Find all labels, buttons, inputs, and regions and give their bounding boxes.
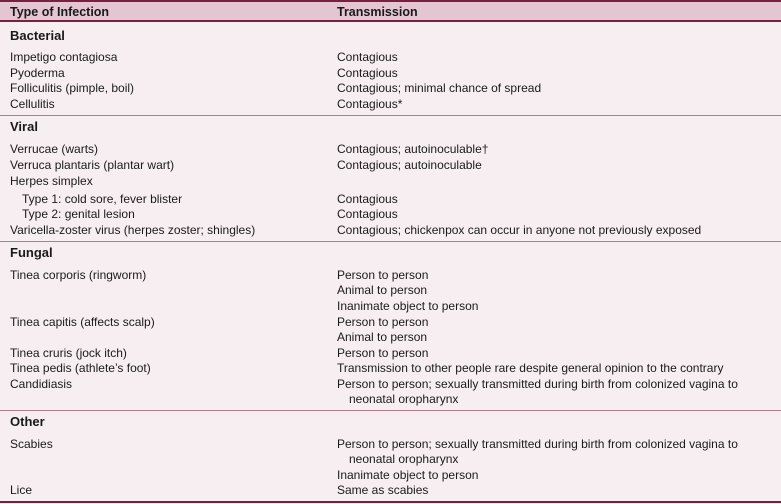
transmission: neonatal oropharynx xyxy=(349,452,459,466)
section-divider xyxy=(0,241,781,242)
transmission: Person to person xyxy=(337,315,429,329)
transmission: Same as scabies xyxy=(337,483,429,497)
table-row-continuation xyxy=(0,467,781,483)
infection-type: Scabies xyxy=(10,437,53,451)
transmission: Contagious; minimal chance of spread xyxy=(337,81,542,95)
table-row-continuation xyxy=(0,329,781,345)
header-type-of-infection: Type of Infection xyxy=(10,5,110,19)
transmission: Person to person; sexually transmitted during birth from colonized vagina to xyxy=(337,377,738,391)
transmission: Inanimate object to person xyxy=(337,468,479,482)
table-row xyxy=(0,345,781,361)
table-row-continuation xyxy=(0,298,781,314)
infection-type: Lice xyxy=(10,483,33,497)
table-bottom-rule xyxy=(0,501,781,503)
infection-type: Tinea capitis (affects scalp) xyxy=(10,315,155,329)
infection-type: Varicella-zoster virus (herpes zoster; shingles) xyxy=(10,223,256,237)
table-row xyxy=(0,173,781,189)
table-row-continuation xyxy=(0,451,781,467)
table-header xyxy=(0,0,781,22)
infection-type: Cellulitis xyxy=(10,97,55,111)
transmission: Contagious xyxy=(337,50,398,64)
section-divider xyxy=(0,115,781,116)
transmission: Inanimate object to person xyxy=(337,299,479,313)
infection-type: Herpes simplex xyxy=(10,174,93,188)
table-row xyxy=(0,436,781,452)
table-row xyxy=(0,65,781,81)
transmission: Contagious* xyxy=(337,97,403,111)
transmission: Contagious; autoinoculable xyxy=(337,158,482,172)
transmission: Contagious xyxy=(337,207,398,221)
infection-type: Tinea cruris (jock itch) xyxy=(10,346,127,360)
transmission: Transmission to other people rare despite general opinion to the contrary xyxy=(337,361,724,375)
infection-type: Type 2: genital lesion xyxy=(22,207,135,221)
transmission: Contagious; chickenpox can occur in anyone not previously exposed xyxy=(337,223,702,237)
transmission: Person to person xyxy=(337,268,429,282)
infection-type: Tinea pedis (athlete’s foot) xyxy=(10,361,151,375)
transmission: Contagious xyxy=(337,66,398,80)
section-divider xyxy=(0,410,781,411)
infection-type: Folliculitis (pimple, boil) xyxy=(10,81,135,95)
transmission: neonatal oropharynx xyxy=(349,392,459,406)
section-heading-bacterial: Bacterial xyxy=(10,28,65,43)
infection-type: Pyoderma xyxy=(10,66,65,80)
table-row xyxy=(0,141,781,157)
transmission: Animal to person xyxy=(337,330,428,344)
section-heading-fungal: Fungal xyxy=(10,245,53,260)
table-row xyxy=(0,191,781,207)
table-row xyxy=(0,96,781,112)
infection-type: Tinea corporis (ringworm) xyxy=(10,268,147,282)
table-row xyxy=(0,157,781,173)
table-row xyxy=(0,222,781,238)
table-row xyxy=(0,314,781,330)
transmission: Animal to person xyxy=(337,283,428,297)
table-row xyxy=(0,360,781,376)
transmission: Contagious; autoinoculable† xyxy=(337,142,489,156)
infection-type: Verrucae (warts) xyxy=(10,142,99,156)
infection-type: Verruca plantaris (plantar wart) xyxy=(10,158,175,172)
infection-type: Type 1: cold sore, fever blister xyxy=(22,192,183,206)
table-row xyxy=(0,206,781,222)
transmission: Person to person xyxy=(337,346,429,360)
table-row-continuation xyxy=(0,282,781,298)
transmission: Contagious xyxy=(337,192,398,206)
table-row xyxy=(0,80,781,96)
table-row xyxy=(0,49,781,65)
table-row-continuation xyxy=(0,391,781,407)
section-heading-viral: Viral xyxy=(10,119,38,134)
transmission: Person to person; sexually transmitted during birth from colonized vagina to xyxy=(337,437,738,451)
section-heading-other: Other xyxy=(10,414,45,429)
table-row xyxy=(0,482,781,498)
infection-type: Candidiasis xyxy=(10,377,73,391)
table-row xyxy=(0,267,781,283)
infection-type: Impetigo contagiosa xyxy=(10,50,118,64)
table-row xyxy=(0,376,781,392)
header-transmission: Transmission xyxy=(337,5,418,19)
